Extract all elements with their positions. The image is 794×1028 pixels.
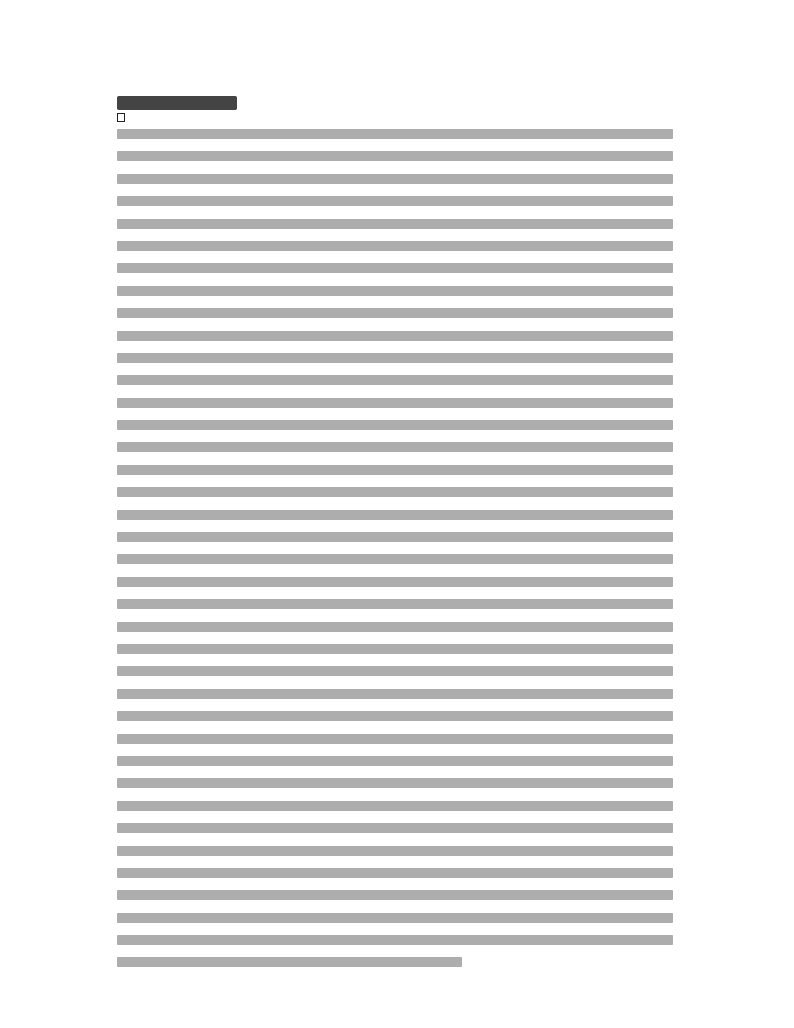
body-line	[117, 957, 462, 967]
body-line	[117, 442, 673, 452]
document-title-placeholder	[117, 96, 237, 110]
body-line	[117, 465, 673, 475]
paragraph-marker	[117, 113, 125, 122]
body-line	[117, 487, 673, 497]
body-line	[117, 935, 673, 945]
body-line	[117, 577, 673, 587]
body-line	[117, 868, 673, 878]
body-line	[117, 375, 673, 385]
body-line	[117, 174, 673, 184]
body-line	[117, 913, 673, 923]
body-line	[117, 151, 673, 161]
body-line	[117, 286, 673, 296]
document-body	[117, 129, 673, 980]
body-line	[117, 801, 673, 811]
body-line	[117, 644, 673, 654]
body-line	[117, 196, 673, 206]
body-line	[117, 823, 673, 833]
body-line	[117, 778, 673, 788]
body-line	[117, 532, 673, 542]
body-line	[117, 599, 673, 609]
body-line	[117, 846, 673, 856]
body-line	[117, 711, 673, 721]
body-line	[117, 308, 673, 318]
body-line	[117, 756, 673, 766]
body-line	[117, 331, 673, 341]
body-line	[117, 241, 673, 251]
body-line	[117, 734, 673, 744]
body-line	[117, 666, 673, 676]
body-line	[117, 890, 673, 900]
body-line	[117, 129, 673, 139]
body-line	[117, 554, 673, 564]
body-line	[117, 219, 673, 229]
body-line	[117, 353, 673, 363]
body-line	[117, 420, 673, 430]
body-line	[117, 689, 673, 699]
body-line	[117, 398, 673, 408]
body-line	[117, 510, 673, 520]
body-line	[117, 263, 673, 273]
body-line	[117, 622, 673, 632]
